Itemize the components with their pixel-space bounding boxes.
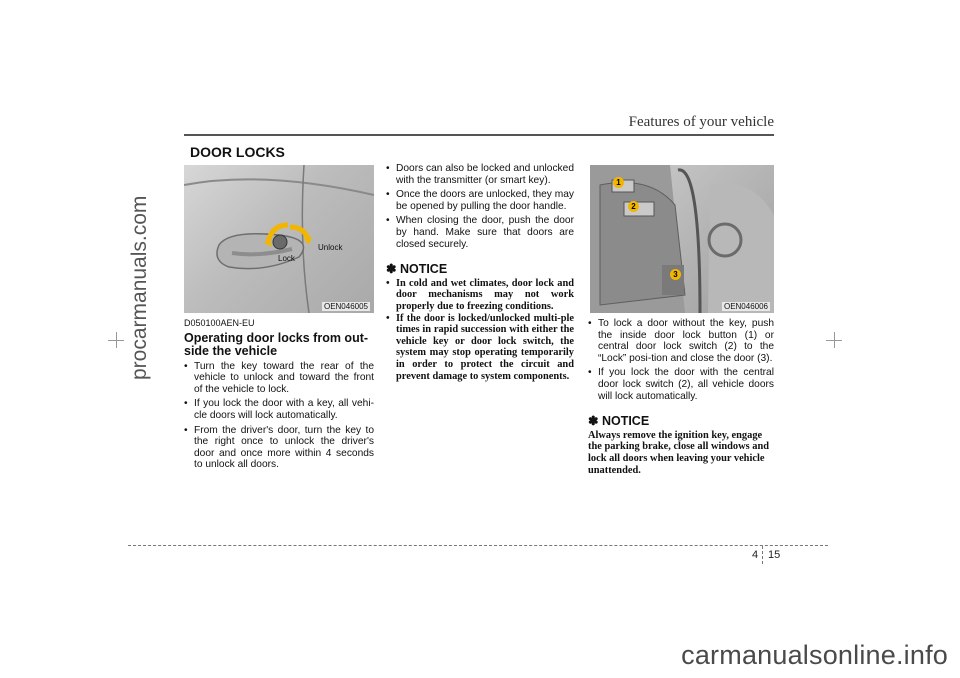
figure-caption: OEN046005 [323, 302, 368, 311]
figure-outside-door-lock [184, 165, 374, 313]
notice-item: • In cold and wet climates, door lock and door mechanisms may not work properly due to freezing conditions. [386, 278, 574, 313]
notice-text: Always remove the ignition key, engage the parking brake, close all windows and lock all doors when leaving your vehicle unattended. [588, 429, 769, 476]
list-item: • To lock a door without the key, push the inside door lock button (1) or central door lock switch (2) to the “Lock” posi-tion and close the door (3). [588, 318, 774, 364]
bullet-list [588, 318, 774, 402]
crop-mark-right-v [834, 332, 835, 348]
column-2 [386, 163, 574, 382]
column-1 [184, 318, 374, 474]
subheading: Operating door locks from out-side the vehicle [184, 330, 369, 358]
door-handle-illustration [184, 165, 374, 313]
figure-caption: OEN046006 [723, 302, 768, 311]
page-number: 15 [768, 549, 781, 561]
list-item: • If you lock the door with a key, all vehi-cle doors will lock automatically. [184, 398, 374, 421]
notice-list [386, 278, 574, 382]
list-item: • If you lock the door with the central door lock switch (2), all vehicle doors will lock automatically. [588, 367, 774, 402]
bullet-list [184, 361, 374, 471]
list-item: • Once the doors are unlocked, they may be opened by pulling the door handle. [386, 189, 574, 212]
side-watermark: procarmanuals.com [128, 195, 151, 380]
list-item: • Doors can also be locked and unlocked with the transmitter (or smart key). [386, 163, 574, 186]
column-3 [588, 318, 774, 476]
header-rule [184, 134, 774, 136]
list-item: • When closing the door, push the door by hand. Make sure that doors are closed securely. [386, 215, 574, 250]
section-title: DOOR LOCKS [190, 144, 285, 160]
bottom-watermark: carmanualsonline.info [681, 640, 948, 670]
notice-title: ✽ NOTICE [588, 414, 650, 429]
list-item: • From the driver's door, turn the key to the right once to unlock the driver's door and once more within 4 seconds to unlock all doors. [184, 425, 374, 471]
list-item: • Turn the key toward the rear of the vehicle to unlock and toward the front of the vehicle to lock. [184, 361, 374, 396]
footer-rule [128, 545, 828, 546]
notice-title: ✽ NOTICE [386, 262, 448, 277]
marker-1: 1 [613, 177, 624, 188]
unlock-label: Unlock [318, 243, 343, 252]
chapter-number: 4 [752, 549, 759, 561]
section-code: D050100AEN-EU [184, 318, 255, 328]
page-number-separator [762, 546, 763, 564]
marker-3: 3 [670, 269, 681, 280]
bullet-list [386, 163, 574, 250]
crop-mark-left-v [116, 332, 117, 348]
lock-label: Lock [278, 254, 295, 263]
notice-item: • If the door is locked/unlocked multi-ple times in rapid succession with either the vehicle key or door lock switch, the system may stop operating temporarily in order to protect the circuit and prevent damage to system components. [386, 313, 574, 383]
page-header-title: Features of your vehicle [628, 114, 774, 130]
figure-inside-door-lock [590, 165, 774, 313]
marker-2: 2 [628, 201, 639, 212]
